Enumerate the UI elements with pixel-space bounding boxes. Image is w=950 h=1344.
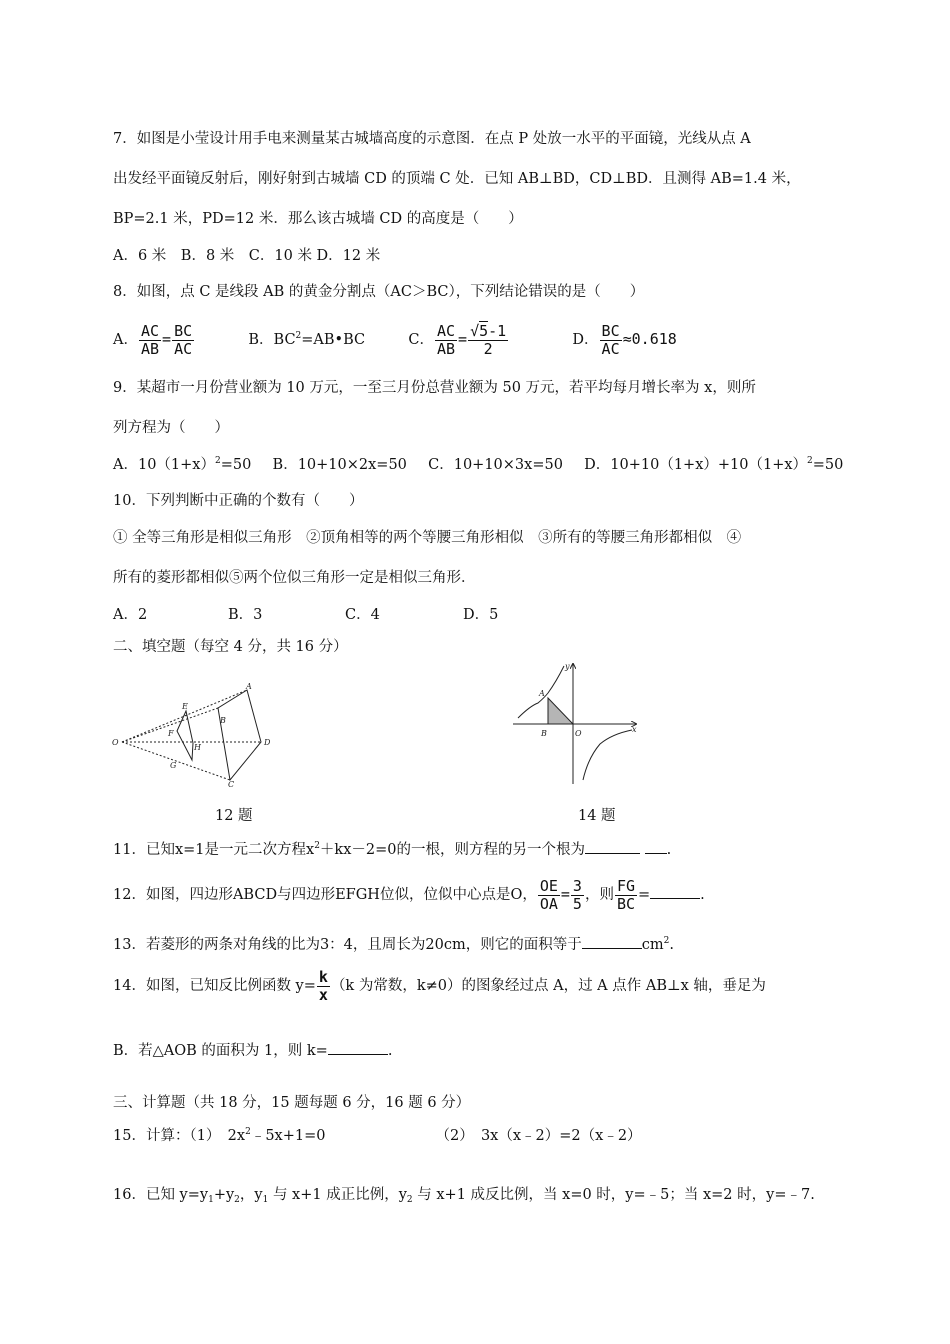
label-o: O bbox=[575, 729, 582, 738]
fraction: $\frac{√5-1}{2}$ bbox=[470, 321, 507, 358]
quad-efgh bbox=[177, 711, 193, 760]
q16: 16．已知 $y=y_1+y_2$，$y_1$ 与 x+1 成正比例，$y_2$ 与 x+1 成反比例，当 x=0 时，y=﹣5；当 x=2 时，y=﹣7. bbox=[113, 1187, 815, 1205]
q9-options bbox=[113, 456, 843, 474]
q7-line2: 出发经平面镜反射后，刚好射到古城墙 CD 的顶端 C 处．已知 AB⊥BD，CD⊥BD．且测得 AB=1.4 米， bbox=[113, 171, 801, 187]
q7-line3: BP=2.1 米，PD=12 米．那么该古城墙 CD 的高度是（ ） bbox=[113, 211, 523, 227]
q14-line1: 14．如图，已知反比例函数 y= $\frac{k}{x}$ （k 为常数，k≠0）的图象经过点 A，过 A 点作 AB⊥x 轴，垂足为 bbox=[113, 967, 766, 1004]
label-o: O bbox=[112, 738, 119, 747]
fraction: $\frac{3}{5}$ bbox=[572, 876, 582, 913]
figure-14 bbox=[508, 658, 643, 786]
section-3-title: 三、计算题（共 18 分，15 题每题 6 分，16 题 6 分） bbox=[113, 1095, 471, 1111]
label-b: B bbox=[541, 729, 547, 738]
label-e: E bbox=[182, 702, 188, 711]
q9-option-b: B．10+10×2x=50 bbox=[272, 457, 407, 473]
answer-blank[interactable] bbox=[328, 1040, 388, 1055]
q8-options bbox=[113, 319, 677, 359]
figure-12 bbox=[108, 678, 283, 788]
q10-option-c: C．4 bbox=[345, 607, 380, 623]
q10-stem: 10．下列判断中正确的个数有（ ） bbox=[113, 493, 364, 509]
label-a: A bbox=[246, 682, 252, 691]
q11: 11．已知x=1是一元二次方程$x^2+kx-2=0$的一根，则方程的另一个根为 . bbox=[113, 841, 672, 858]
hyperbola-branch-right bbox=[583, 730, 632, 780]
answer-blank[interactable] bbox=[582, 934, 642, 949]
triangle-aob bbox=[548, 698, 573, 724]
label-b: B bbox=[220, 716, 226, 725]
label-d: D bbox=[264, 738, 271, 747]
section-2-title: 二、填空题（每空 4 分，共 16 分） bbox=[113, 639, 348, 655]
q9-line2: 列方程为（ ） bbox=[113, 420, 229, 436]
q10-line2: 所有的菱形都相似⑤两个位似三角形一定是相似三角形． bbox=[113, 570, 476, 586]
q13: 13．若菱形的两条对角线的比为3：4，且周长为20cm，则它的面积等于 $cm^2$. bbox=[113, 936, 674, 953]
q9-option-a: A．$10(1+x)^2=50$ bbox=[113, 456, 252, 473]
q15 bbox=[113, 1127, 642, 1145]
q8-option-b: B．$BC^2=AB•BC$ bbox=[248, 331, 366, 348]
q9-option-c: C．10+10×3x=50 bbox=[428, 457, 563, 473]
q8-option-c: C． $\frac{AC}{AB}$ = $\frac{√5-1}{2}$ bbox=[408, 321, 507, 358]
label-a: A bbox=[539, 689, 545, 698]
label-x: x bbox=[632, 725, 637, 734]
figure-12-caption: 12 题 bbox=[215, 808, 253, 824]
fraction: $\frac{AC}{AB}$ bbox=[436, 321, 456, 358]
fraction: $\frac{OE}{OA}$ bbox=[539, 876, 558, 913]
fraction: $\frac{k}{x}$ bbox=[318, 967, 328, 1004]
label-g: G bbox=[170, 761, 177, 770]
label-h: H bbox=[194, 743, 201, 752]
label-f: F bbox=[168, 729, 174, 738]
q9-option-d: D．$10+10(1+x)+10(1+x)^2=50$ bbox=[584, 456, 844, 473]
quad-abcd bbox=[218, 690, 261, 780]
q9-line1: 9．某超市一月份营业额为 10 万元，一至三月份总营业额为 50 万元，若平均每月增长率为 x，则所 bbox=[113, 380, 756, 396]
answer-blank[interactable] bbox=[585, 839, 640, 854]
q10-option-a: A．2 bbox=[113, 607, 148, 623]
q10-option-d: D．5 bbox=[463, 607, 499, 623]
q7-line1: 7．如图是小莹设计用手电来测量某古城墙高度的示意图．在点 P 处放一水平的平面镜，光线从点 A bbox=[113, 131, 751, 147]
q7-options: A．6 米 B．8 米 C．10 米 D．12 米 bbox=[113, 248, 381, 264]
answer-blank-2[interactable] bbox=[645, 839, 667, 854]
q8-option-d: D． $\frac{BC}{AC}$ ≈0.618 bbox=[572, 321, 677, 358]
q15-part2: （2） 3x（x﹣2）=2（x﹣2） bbox=[435, 1128, 642, 1144]
q12: 12．如图，四边形ABCD与四边形EFGH位似，位似中心点是O， $\frac{OE}{OA}$ = $\frac{3}{5}$ ，则 $\frac{FG}{BC}$ = . bbox=[113, 876, 705, 913]
q8-option-a: A． $\frac{AC}{AB}$ = $\frac{BC}{AC}$ bbox=[113, 321, 193, 358]
fraction: $\frac{FG}{BC}$ bbox=[616, 876, 636, 913]
q14-line2: B．若△AOB 的面积为 1，则 k= . bbox=[113, 1040, 392, 1060]
fraction: $\frac{AC}{AB}$ bbox=[140, 321, 160, 358]
fraction: $\frac{BC}{AC}$ bbox=[174, 321, 193, 358]
sqrt-symbol: √5 bbox=[470, 321, 489, 340]
fraction: $\frac{BC}{AC}$ bbox=[601, 321, 620, 358]
figure-14-caption: 14 题 bbox=[578, 808, 616, 824]
q8-stem: 8．如图，点 C 是线段 AB 的黄金分割点（AC＞BC），下列结论错误的是（ ） bbox=[113, 284, 645, 300]
q10-options bbox=[113, 606, 498, 624]
label-c: C bbox=[228, 780, 235, 788]
q10-option-b: B．3 bbox=[228, 607, 263, 623]
answer-blank[interactable] bbox=[650, 884, 700, 899]
q15-part1: 15．计算：（1） $2x^2﹣5x+1=0$ bbox=[113, 1127, 326, 1144]
label-y: y bbox=[565, 662, 570, 671]
q10-line1: ① 全等三角形是相似三角形 ②顶角相等的两个等腰三角形相似 ③所有的等腰三角形都相似 ④ bbox=[113, 530, 742, 546]
